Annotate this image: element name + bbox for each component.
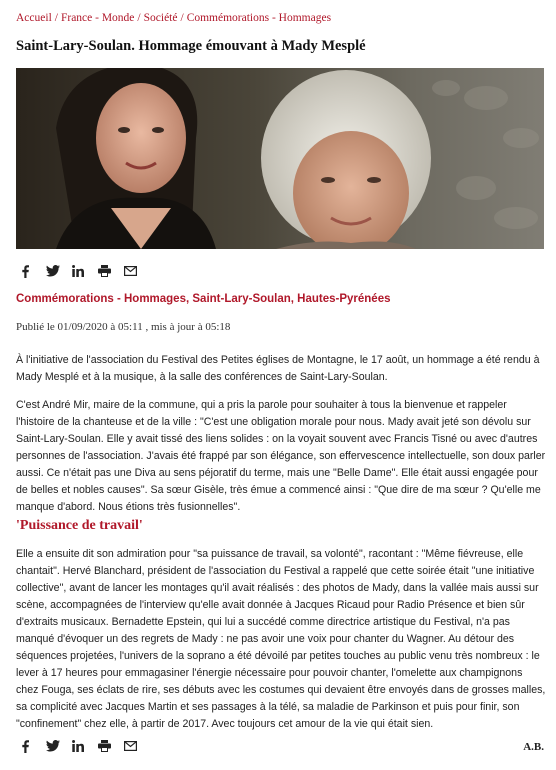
breadcrumb-france-monde[interactable]: France - Monde — [60, 12, 135, 24]
email-icon[interactable] — [124, 737, 150, 755]
breadcrumb-separator: / — [180, 12, 184, 24]
tag-saint-lary-soulan[interactable]: Saint-Lary-Soulan — [192, 293, 291, 305]
email-icon[interactable] — [124, 262, 150, 280]
article-photo — [16, 68, 544, 249]
breadcrumb-separator: / — [54, 12, 58, 24]
print-icon[interactable] — [98, 737, 124, 755]
breadcrumb-separator: / — [137, 12, 141, 24]
twitter-icon[interactable] — [46, 737, 72, 755]
article-paragraph-3: Elle a ensuite dit son admiration pour "sa puissance de travail, sa volonté", racontant : "Même fiévreuse, elle chantait". Hervé Blanchard, président de l'association du Festival a rappelé que cette soirée était "une initiative collective", avant de lancer les montages qu'il avait réalisés : des photos de Mady, dans la vallée mais aussi sur scène, accompagnées de l'interview qu'elle avait donnée à Jacques Ricaud pour Radio Présence et bien sûr d'extraits musicaux. Bernadette Epstein, qui lui a succédé comme directrice artistique du Festival, n'a pas manqué d'évoquer un des regrets de Mady : ne pas avoir une voix pour chanter du Wagner. Au détour des séquences projetées, l'univers de la soprano a été dévoilé par petites touches au public venu très nombreux : le lever à 17 heures pour emmagasiner l'énergie nécessaire pour pouvoir chanter, l'omelette aux champignons chez Fouga, ses éclats de rire, ses débuts avec les costumes qui devaient être envoyés dans de grosses malles, sa complicité avec Jacques Martin et ses passages à la télé, sa maladie de Parkinson et puis pour finir, son "confinement" chez elle, à partir de 2017. Avec toujours cet amour de la vie qui était sien. — [16, 548, 546, 730]
share-bar-top — [20, 262, 150, 280]
page-title: Saint-Lary-Soulan. Hommage émouvant à Mady Mesplé — [16, 38, 366, 54]
article-paragraph-1: À l'initiative de l'association du Festival des Petites églises de Montagne, le 17 août, un hommage a été rendu à Mady Mesplé et à la musique, à la salle des conférences de Saint-Lary-Soulan. — [16, 354, 540, 383]
breadcrumb-home[interactable]: Accueil — [16, 12, 52, 24]
tag-commemorations[interactable]: Commémorations - Hommages — [16, 293, 186, 305]
breadcrumb-commemorations[interactable]: Commémorations - Hommages — [186, 12, 332, 24]
linkedin-icon[interactable] — [72, 737, 98, 755]
breadcrumb — [16, 12, 331, 24]
publish-date: Publié le 01/09/2020 à 05:11 , mis à jour à 05:18 — [16, 321, 231, 333]
linkedin-icon[interactable] — [72, 262, 98, 280]
tag-hautes-pyrenees[interactable]: Hautes-Pyrénées — [297, 293, 391, 305]
article-tags: Commémorations - Hommages, Saint-Lary-Soulan, Hautes-Pyrénées — [16, 293, 391, 305]
twitter-icon[interactable] — [46, 262, 72, 280]
print-icon[interactable] — [98, 262, 124, 280]
article-subheading: 'Puissance de travail' — [16, 518, 143, 533]
article-author: A.B. — [523, 741, 544, 753]
share-bar-bottom — [20, 737, 150, 755]
article-paragraph-2: C'est André Mir, maire de la commune, qui a pris la parole pour souhaiter à tous la bienvenue et rappeler l'histoire de la chanteuse et de la ville : "C'est une obligation morale pour nous. Mady avait jeté son dévolu sur Saint-Lary-Soulan. Elle y avait tissé des liens solides : on la voyait souvent avec Francis Tisné ou avec d'autres personnes de l'association. J'avais été frappé par son élégance, son effervescence intellectuelle, son doux parler aussi. Ce n'était pas une Diva au sens péjoratif du terme, mais une "Belle Dame". Elle était aussi engagée pour de belles et nobles causes". Sa sœur Gisèle, très émue a commencé ainsi : "Que dire de ma sœur ? Qu'elle me manque d'abord. Nous étions très fusionnelles". — [16, 399, 546, 513]
facebook-icon[interactable] — [20, 262, 46, 280]
facebook-icon[interactable] — [20, 737, 46, 755]
breadcrumb-societe[interactable]: Société — [143, 12, 178, 24]
